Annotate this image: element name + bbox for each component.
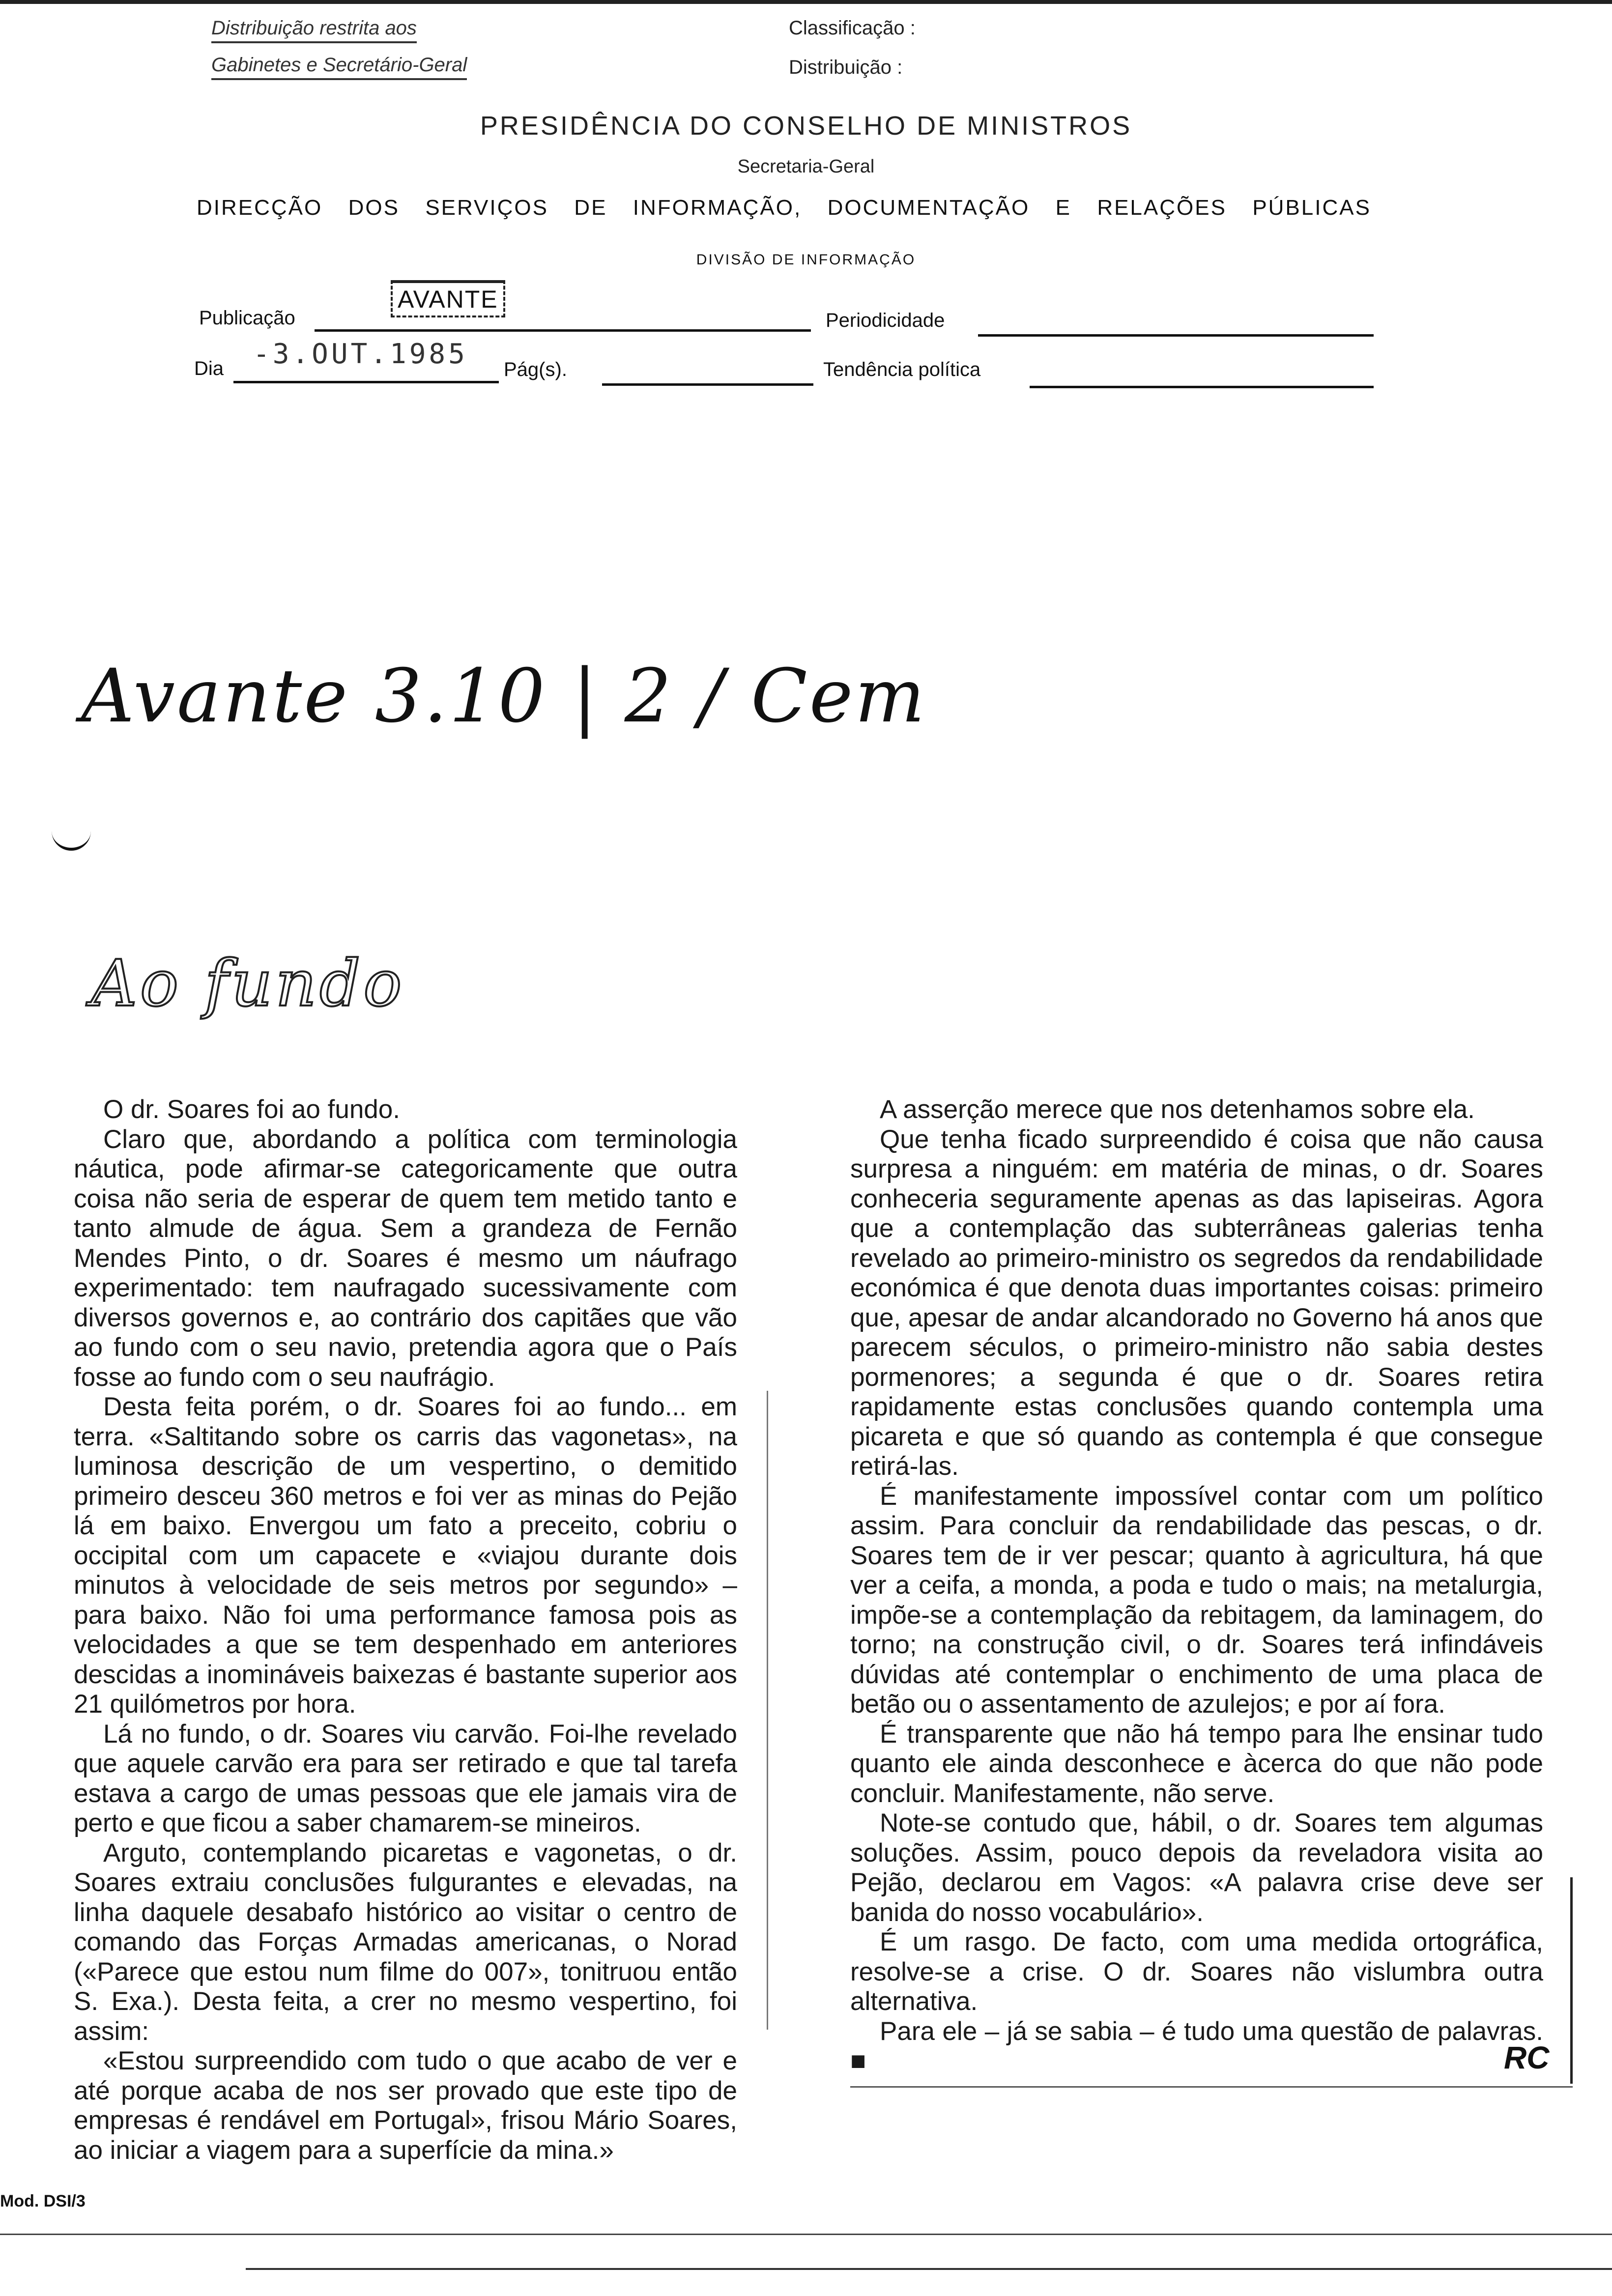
article-paragraph: É transparente que não há tempo para lhe ensinar tudo quanto ele ainda desconhece e àcerca do que não pode concluir. Manifestamente, não serve. (850, 1719, 1543, 1808)
article-paragraph: É manifestamente impossível contar com um político assim. Para concluir da rendabilidade das pescas, o dr. Soares tem de ir ver pescar; quanto à agricultura, há que ver a ceifa, a monda, a poda e tudo o mais; na metalurgia, impõe-se a contemplação da rebitagem, da laminagem, do torno; na construção civil, o dr. Soares terá infindáveis dúvidas até contemplar o enchimento de uma placa de betão ou o assentamento de azulejos; e por aí fora. (850, 1481, 1543, 1719)
article-paragraph: Desta feita porém, o dr. Soares foi ao fundo... em terra. «Saltitando sobre os carris das vagonetas», na luminosa descrição de um vespertino, o demitido primeiro desceu 360 metros e foi ver as minas do Pejão lá em baixo. Envergou um fato a preceito, cobriu o occipital com um capacete e «viajou durante dois minutos à velocidade de seis metros por segundo» – para baixo. Não foi uma performance famosa pois as velocidades a que se tem despenhado em anteriores descidas a inomináveis baixezas é bastante superior aos 21 quilómetros por hora. (74, 1392, 737, 1719)
political-tendency-label: Tendência política (823, 359, 981, 380)
article-paragraph: Lá no fundo, o dr. Soares viu carvão. Foi-lhe revelado que aquele carvão era para ser retirado e que tal tarefa estava a cargo de umas pessoas que ele jamais vira de perto e que ficou a saber chamarem-se mineiros. (74, 1719, 737, 1837)
article-paragraph: Note-se contudo que, hábil, o dr. Soares tem algumas soluções. Assim, pouco depois da reveladora visita ao Pejão, declarou em Vagos: «A palavra crise deve ser banida do nosso vocabulário». (850, 1808, 1543, 1927)
institution-title: PRESIDÊNCIA DO CONSELHO DE MINISTROS (480, 111, 1132, 141)
article-headline: Ao fundo (91, 946, 405, 1021)
article-paragraph: Que tenha ficado surpreendido é coisa que não causa surpresa a ninguém: em matéria de minas, o dr. Soares conheceria seguramente apenas as das lapiseiras. Agora que a contemplação das subterrâneas galerias tenha revelado ao primeiro-ministro os segredos da rendabilidade económica é que denota duas importantes coisas: primeiro que, apesar de andar alcandorado no Governo há anos que parecem séculos, o primeiro-ministro não sabia destes pormenores; a segunda é que o dr. Soares retira rapidamente estas conclusões quando contempla uma picareta e que só quando as contempla é que consegue retirá-las. (850, 1124, 1543, 1481)
bottom-scan-line (246, 2268, 1612, 2270)
pages-label: Pág(s). (504, 359, 567, 380)
top-edge-line (0, 0, 1612, 4)
bottom-scan-line (0, 2234, 1612, 2235)
directorate-word: DOS (348, 196, 400, 220)
pages-field-line (602, 364, 813, 386)
directorate-word: DE (574, 196, 607, 220)
distribution-label: Distribuição : (789, 57, 903, 78)
directorate-word: E (1055, 196, 1071, 220)
article-paragraph: O dr. Soares foi ao fundo. (103, 1095, 400, 1124)
directorate-word: DIRECÇÃO (197, 196, 323, 220)
directorate-word: PÚBLICAS (1252, 196, 1371, 220)
article-left-column (74, 1095, 737, 2165)
directorate-word: RELAÇÕES (1097, 196, 1227, 220)
article-paragraph: A asserção merece que nos detenhamos sobre ela. (880, 1095, 1475, 1124)
author-signature: RC (1504, 2040, 1550, 2075)
directorate-word: SERVIÇOS (425, 196, 548, 220)
secretariat-label: Secretaria-Geral (737, 156, 875, 177)
periodicity-field-line (978, 315, 1374, 337)
pen-mark (52, 818, 91, 851)
publication-field-line (315, 310, 811, 332)
article-paragraph: É um rasgo. De facto, com uma medida ortográfica, resolve-se a crise. O dr. Soares não vislumbra outra alternativa. (850, 1927, 1543, 2016)
distribution-restriction-line1: Distribuição restrita aos (211, 17, 417, 43)
directorate-title (197, 196, 1371, 220)
publication-label: Publicação (199, 307, 295, 329)
handwritten-annotation: Avante 3.10 | 2 / Cem (81, 654, 927, 739)
directorate-word: INFORMAÇÃO, (633, 196, 802, 220)
clipping-bottom-edge (850, 2086, 1573, 2088)
day-label: Dia (194, 358, 224, 379)
article-right-column (850, 1095, 1543, 2076)
date-stamp: -3.OUT.1985 (253, 338, 468, 370)
classification-label: Classificação : (789, 17, 916, 39)
clipping-edge-line (1570, 1877, 1573, 2084)
form-code: Mod. DSI/3 (0, 2192, 86, 2210)
article-paragraph: Arguto, contemplando picaretas e vagonetas, o dr. Soares extraiu conclusões fulgurantes e elevadas, na linha daquele desabafo histórico ao visitar o centro de comando das Forças Armadas americanas, o Norad («Parece que estou num filme do 007», tonitruou então S. Exa.). Desta feita, a crer no mesmo vespertino, foi assim: (74, 1838, 737, 2046)
distribution-restriction-line2: Gabinetes e Secretário-Geral (211, 54, 467, 80)
article-paragraph: «Estou surpreendido com tudo o que acabo de ver e até porque acaba de nos ser provado que este tipo de empresas é rendável em Portugal», frisou Mário Soares, ao iniciar a viagem para a superfície da mina.» (74, 2046, 737, 2165)
political-tendency-field-line (1030, 366, 1374, 388)
column-divider (767, 1391, 768, 2030)
directorate-word: DOCUMENTAÇÃO (827, 196, 1030, 220)
publication-stamp: AVANTE (391, 280, 505, 317)
article-paragraph: Para ele – já se sabia – é tudo uma questão de palavras. ■ (850, 2016, 1543, 2075)
article-paragraph: Claro que, abordando a política com terminologia náutica, pode afirmar-se categoricamente que outra coisa não seria de esperar de quem tem metido tanto e tanto almude de água. Sem a grandeza de Fernão Mendes Pinto, o dr. Soares é mesmo um náufrago experimentado: tem naufragado sucessivamente com diversos governos e, ao contrário dos capitães que vão ao fundo com o seu navio, pretendia agora que o País fosse ao fundo com o seu naufrágio. (74, 1124, 737, 1392)
division-label: DIVISÃO DE INFORMAÇÃO (696, 252, 916, 268)
periodicity-label: Periodicidade (826, 310, 945, 331)
